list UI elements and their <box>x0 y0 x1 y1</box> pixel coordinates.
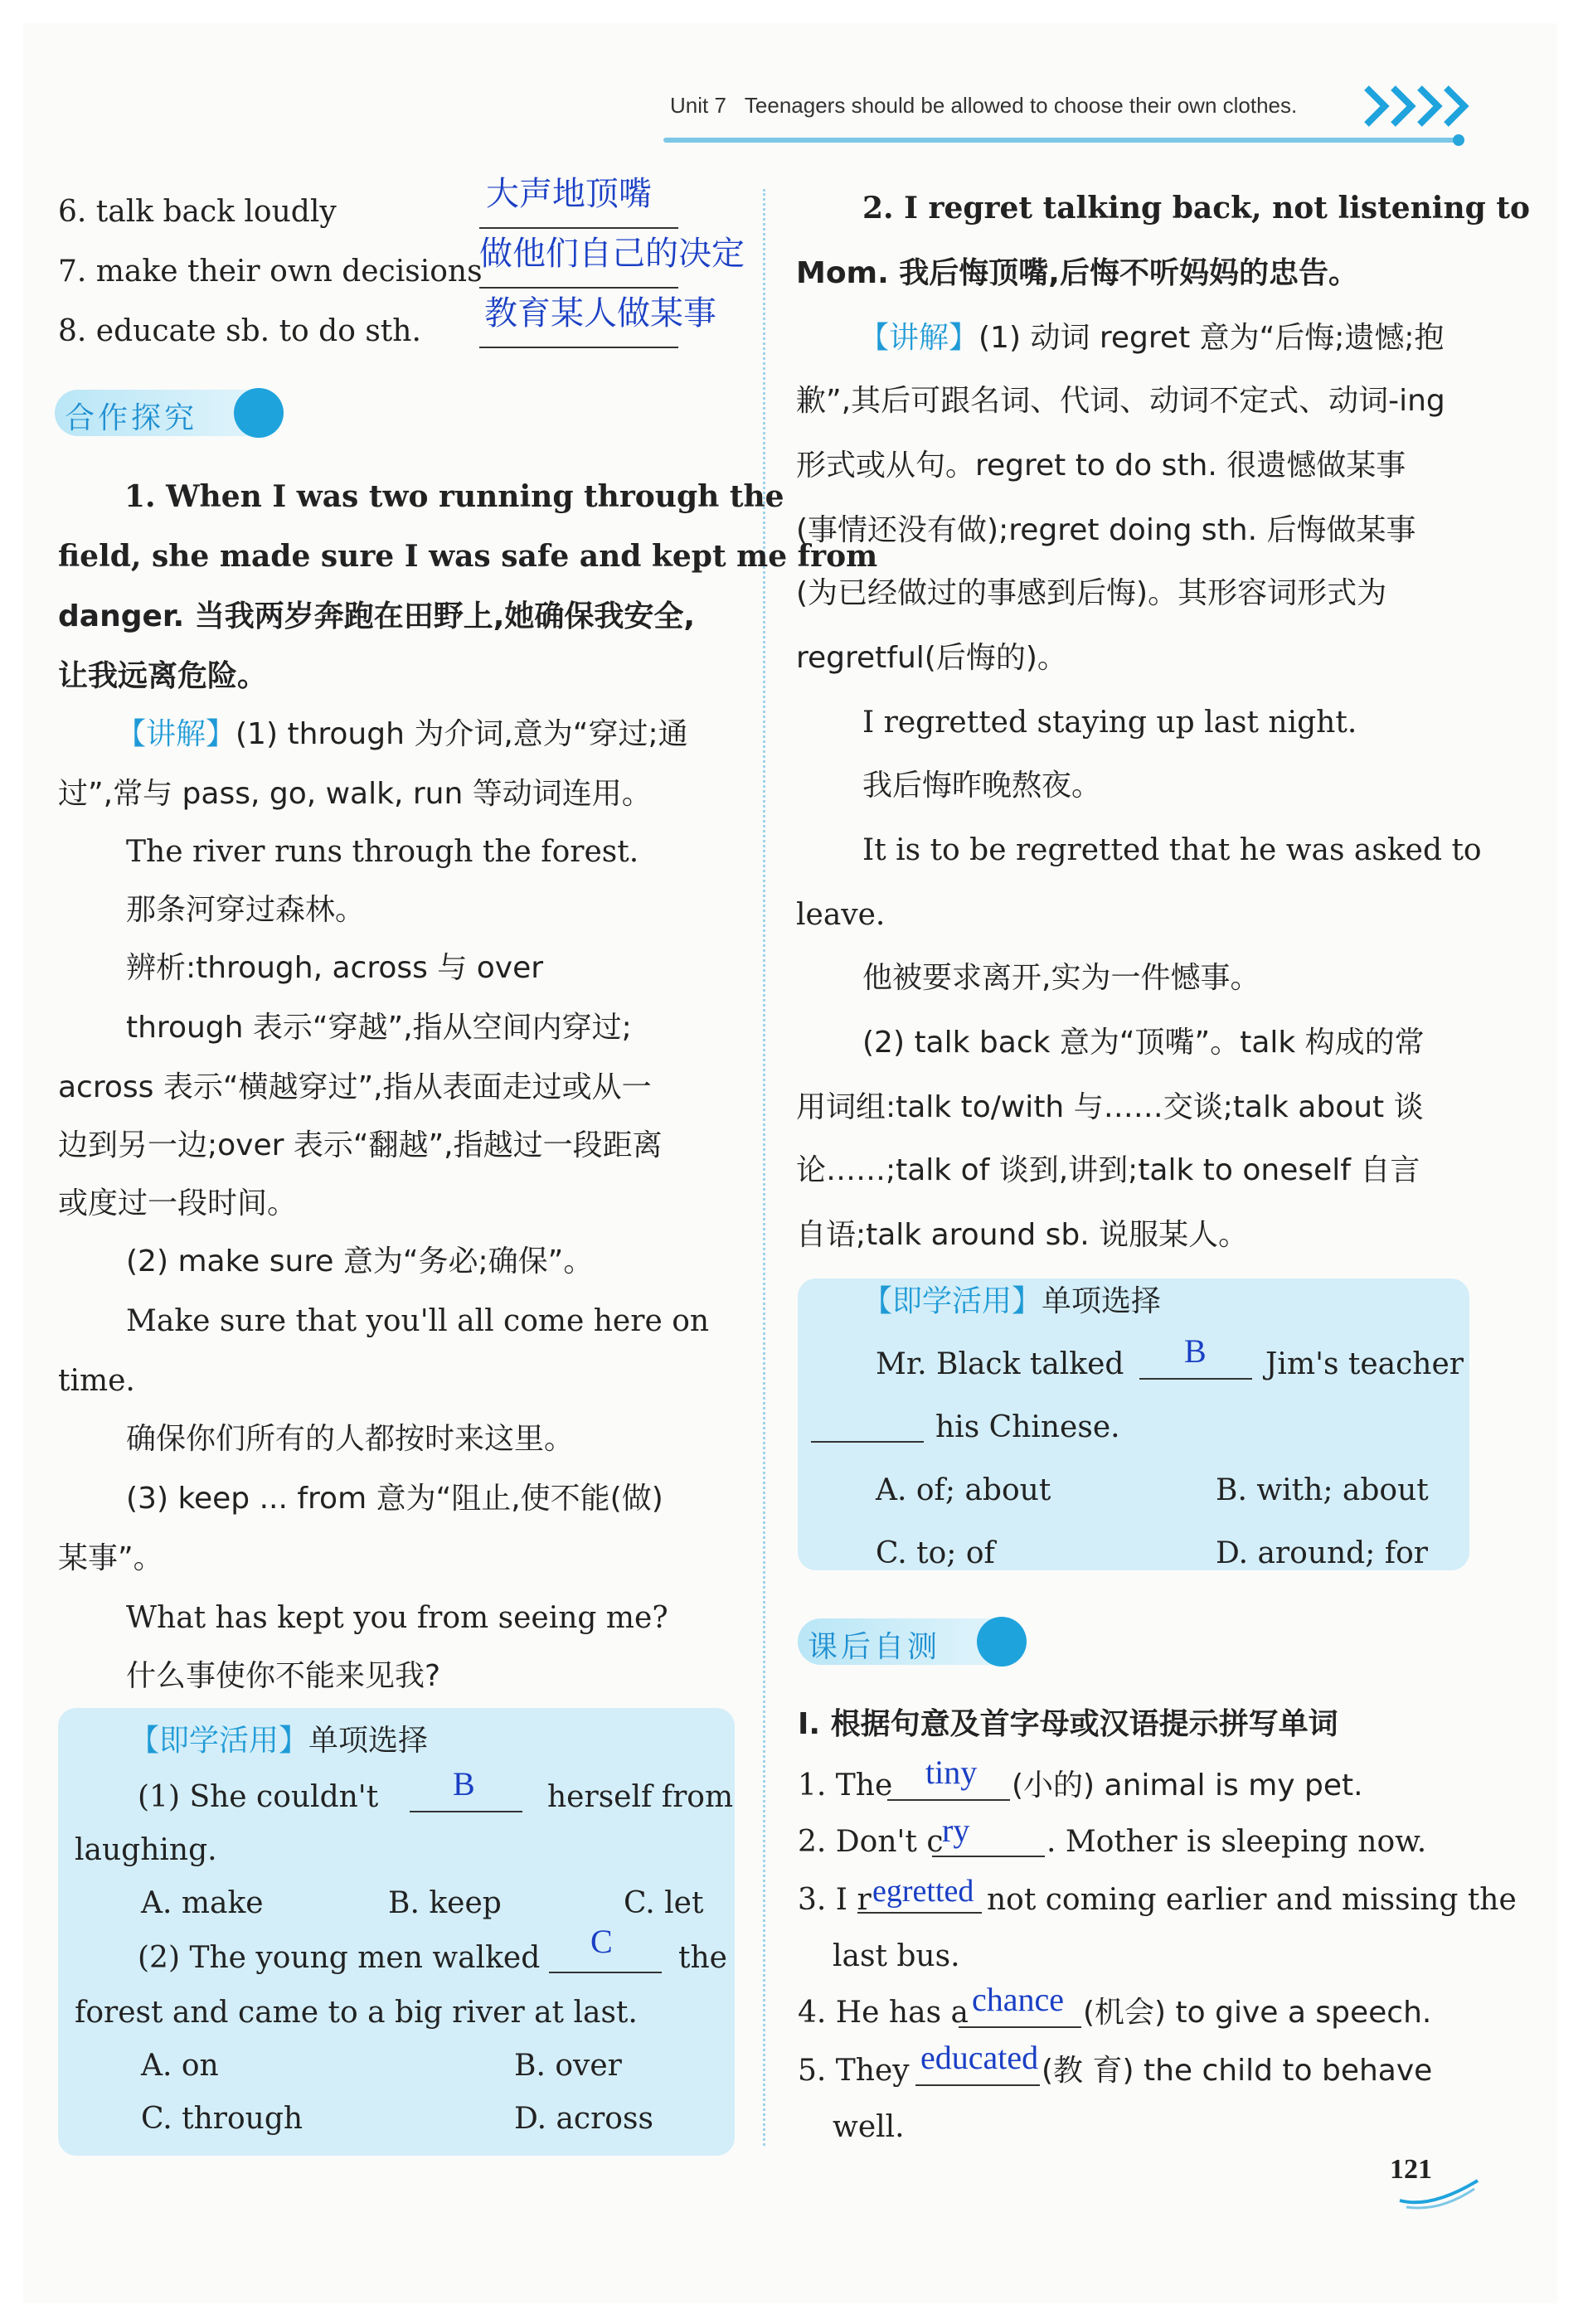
point2-line: Mom. 我后悔顶嘴,后悔不听妈妈的忠告。 <box>796 256 1358 290</box>
example-cn: 什么事使你不能来见我? <box>126 1659 441 1693</box>
option: C. let <box>624 1886 704 1920</box>
phrase-6-label: 6. talk back loudly <box>58 195 337 229</box>
answer-blank <box>549 1972 662 1973</box>
phrase-8-answer: 教育某人做某事 <box>484 294 716 332</box>
explain-line: regretful(后悔的)。 <box>796 641 1067 675</box>
option: B. with; about <box>1216 1473 1429 1507</box>
explain-line: 某事”。 <box>58 1541 163 1575</box>
mascot-icon <box>977 1617 1027 1667</box>
explain-line: (3) keep ... from 意为“阻止,使不能(做) <box>126 1482 663 1516</box>
question-2-text: the <box>678 1941 727 1975</box>
exercise-q2-answer: ry <box>942 1812 970 1849</box>
option: D. across <box>514 2102 653 2136</box>
question-2-answer: C <box>590 1923 613 1960</box>
exercise-q1: (小的) animal is my pet. <box>1012 1768 1363 1802</box>
practice-heading: 【即学活用】单项选择 <box>862 1284 1162 1318</box>
unit-title: Teenagers should be allowed to choose their own clothes. <box>744 93 1298 118</box>
example-en: The river runs through the forest. <box>126 835 639 869</box>
question-2-text: (2) The young men walked <box>138 1941 541 1975</box>
distinction-line: 或度过一段时间。 <box>58 1186 298 1220</box>
answer-line <box>479 347 678 348</box>
point1-line: danger. 当我两岁奔跑在田野上,她确保我安全, <box>58 599 696 633</box>
option: A. make <box>141 1886 264 1920</box>
point1-line: 1. When I was two running through the <box>124 479 784 514</box>
example-cn: 那条河穿过森林。 <box>126 893 366 927</box>
answer-blank <box>857 1912 982 1914</box>
section-title: 课后自测 <box>808 1630 941 1664</box>
practice2-question: Mr. Black talked <box>876 1347 1124 1381</box>
practice2-answer: B <box>1184 1332 1207 1370</box>
phrase-8-label: 8. educate sb. to do sth. <box>58 314 421 348</box>
page-number: 121 <box>1390 2154 1432 2185</box>
unit-label: Unit 7 <box>670 93 726 118</box>
answer-line <box>479 227 678 229</box>
option: C. to; of <box>876 1536 995 1570</box>
practice-box <box>58 1708 735 2156</box>
question-2-text: forest and came to a big river at last. <box>75 1996 638 2030</box>
running-header <box>670 93 1297 119</box>
phrase-6-answer: 大声地顶嘴 <box>486 175 652 212</box>
answer-blank <box>410 1811 522 1812</box>
explain-para: 【讲解】(1) 动词 regret 意为“后悔;遗憾;抱 <box>859 321 1445 355</box>
explain-line: (为已经做过的事感到后悔)。其形容词形式为 <box>796 576 1387 610</box>
answer-blank <box>915 2084 1040 2086</box>
question-1-answer: B <box>453 1765 475 1802</box>
distinction-title: 辨析:through, across 与 over <box>126 951 544 985</box>
example-cn: 确保你们所有的人都按时来这里。 <box>126 1422 575 1456</box>
question-1-text: herself from <box>547 1780 734 1814</box>
explain-tag: 【讲解】 <box>116 717 236 751</box>
example-en: leave. <box>796 898 886 932</box>
practice-heading: 【即学活用】单项选择 <box>129 1724 429 1758</box>
option: C. through <box>141 2102 303 2136</box>
explain-line: (2) make sure 意为“务必;确保”。 <box>126 1244 594 1278</box>
explain-para: 【讲解】(1) through 为介词,意为“穿过;通 <box>116 717 688 751</box>
phrase-7-answer: 做他们自己的决定 <box>479 235 745 272</box>
answer-blank <box>959 2026 1081 2028</box>
option: A. of; about <box>876 1473 1051 1507</box>
option: B. keep <box>388 1886 502 1920</box>
answer-blank <box>811 1441 924 1443</box>
option: B. over <box>514 2049 622 2083</box>
example-en: time. <box>58 1364 135 1398</box>
answer-blank <box>887 1799 1010 1801</box>
exercise-q5: well. <box>833 2110 905 2144</box>
exercise-q4: 4. He has a <box>798 1996 969 2030</box>
explain-line: 用词组:talk to/with 与……交谈;talk about 谈 <box>796 1090 1424 1124</box>
phrase-7-label: 7. make their own decisions <box>58 255 483 289</box>
explain-line: 歉”,其后可跟名词、代词、动词不定式、动词-ing <box>796 384 1445 418</box>
option: A. on <box>141 2049 219 2083</box>
exercise-q4: (机会) to give a speech. <box>1083 1996 1432 2030</box>
exercise-q5: (教 育) the child to behave <box>1042 2054 1433 2088</box>
point1-line: field, she made sure I was safe and kept me from <box>58 539 878 574</box>
practice-box <box>798 1278 1469 1570</box>
example-en: Make sure that you'll all come here on <box>126 1304 710 1338</box>
answer-line <box>479 287 678 289</box>
distinction-line: across 表示“横越穿过”,指从表面走过或从一 <box>58 1070 652 1104</box>
explain-line: 形式或从句。regret to do sth. 很遗憾做某事 <box>796 449 1406 483</box>
example-cn: 他被要求离开,实为一件憾事。 <box>862 961 1260 995</box>
exercise-q3-answer: egretted <box>872 1874 974 1909</box>
answer-blank <box>1139 1378 1252 1380</box>
distinction-line: through 表示“穿越”,指从空间内穿过; <box>126 1011 632 1045</box>
practice2-question: his Chinese. <box>935 1410 1120 1444</box>
exercise-q2: . Mother is sleeping now. <box>1046 1825 1427 1859</box>
distinction-line: 边到另一边;over 表示“翻越”,指越过一段距离 <box>58 1128 663 1162</box>
mascot-icon <box>234 388 284 438</box>
exercise-title: Ⅰ. 根据句意及首字母或汉语提示拼写单词 <box>798 1707 1338 1741</box>
header-rule <box>663 138 1459 143</box>
exercise-q3: not coming earlier and missing the <box>987 1883 1517 1917</box>
question-1-text: laughing. <box>75 1833 217 1867</box>
section-title: 合作探究 <box>65 401 198 435</box>
explain-line: (2) talk back 意为“顶嘴”。talk 构成的常 <box>862 1026 1425 1060</box>
exercise-q3: 3. I r <box>798 1883 872 1917</box>
practice2-question: Jim's teacher <box>1265 1347 1464 1381</box>
question-1-text: (1) She couldn't <box>138 1780 379 1814</box>
example-en: I regretted staying up last night. <box>862 706 1357 740</box>
exercise-q1-answer: tiny <box>925 1754 978 1791</box>
header-rule-dot <box>1453 134 1464 146</box>
example-en: What has kept you from seeing me? <box>126 1601 668 1635</box>
exercise-q4-answer: chance <box>972 1981 1065 2018</box>
example-cn: 我后悔昨晚熬夜。 <box>862 769 1102 803</box>
exercise-q5-answer: educated <box>920 2039 1039 2076</box>
exercise-q2: 2. Don't c <box>798 1825 944 1859</box>
option: D. around; for <box>1216 1536 1429 1570</box>
exercise-q1: 1. The <box>798 1768 893 1802</box>
explain-line: 论……;talk of 谈到,讲到;talk to oneself 自言 <box>796 1153 1420 1187</box>
chevron-right-icon <box>1440 81 1476 131</box>
exercise-q5: 5. They <box>798 2054 910 2088</box>
point1-line: 让我远离危险。 <box>58 659 268 693</box>
answer-blank <box>932 1856 1045 1857</box>
point2-line: 2. I regret talking back, not listening to <box>862 191 1530 226</box>
example-en: It is to be regretted that he was asked to <box>862 833 1482 867</box>
explain-line: (事情还没有做);regret doing sth. 后悔做某事 <box>796 513 1416 547</box>
explain-line: 自语;talk around sb. 说服某人。 <box>796 1218 1249 1252</box>
explain-line: 过”,常与 pass, go, walk, run 等动词连用。 <box>58 777 652 811</box>
page-number-swoosh-icon <box>1398 2176 1481 2212</box>
exercise-q3: last bus. <box>833 1939 960 1973</box>
